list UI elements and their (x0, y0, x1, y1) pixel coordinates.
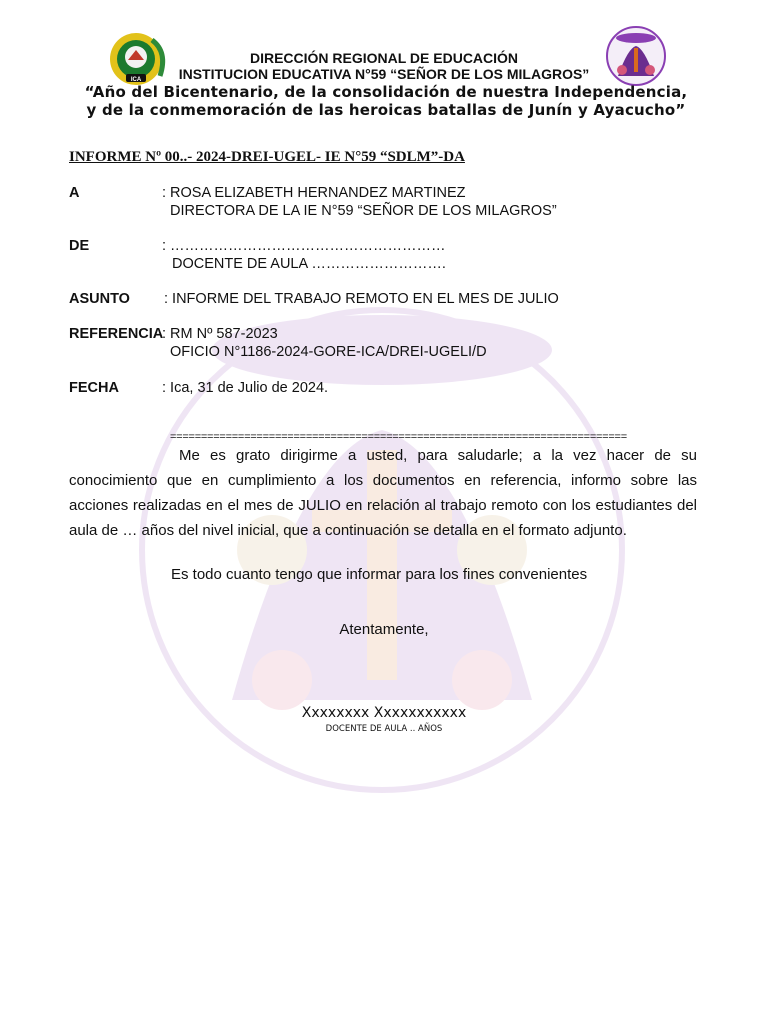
to-name: : ROSA ELIZABETH HERNANDEZ MARTINEZ (162, 185, 466, 201)
to-label: A (69, 185, 80, 201)
signature-name: Xxxxxxxx Xxxxxxxxxxx (301, 705, 467, 721)
subject-value: : INFORME DEL TRABAJO REMOTO EN EL MES DE JULIO (164, 291, 559, 307)
closing-sentence: Es todo cuanto tengo que informar para los fines convenientes (171, 566, 588, 583)
reference-label: REFERENCIA (69, 326, 164, 342)
motto-line-2: y de la conmemoración de las heroicas batallas de Junín y Ayacucho” (86, 101, 686, 119)
motto-line-1: “Año del Bicentenario, de la consolidación de nuestra Independencia, (84, 83, 688, 101)
subject-label: ASUNTO (69, 291, 130, 307)
report-title: INFORME Nº 00..- 2024-DREI-UGEL- IE N°59 “SDLM”-DA (69, 149, 465, 165)
signature-role: DOCENTE DE AULA .. AÑOS (325, 724, 443, 734)
body-paragraph: Me es grato dirigirme a usted, para saludarle; a la vez hacer de su conocimiento que en cumplimiento a los documentos en referencia, informo sobre las acciones realizadas en el mes de JULIO en relación al trabajo remoto con los estudiantes del aula de … años del nivel inicial, que a continuación se detalla en el formato adjunto. (69, 447, 697, 539)
from-label: DE (69, 238, 90, 254)
from-position: DOCENTE DE AULA ………………………. (172, 256, 446, 272)
date-label: FECHA (69, 380, 119, 396)
header-line-1: DIRECCIÓN REGIONAL DE EDUCACIÓN (249, 50, 519, 66)
regards: Atentamente, (339, 621, 429, 638)
svg-text:ICA: ICA (130, 77, 142, 83)
to-position: DIRECTORA DE LA IE N°59 “SEÑOR DE LOS MILAGROS” (170, 203, 557, 219)
date-value: : Ica, 31 de Julio de 2024. (162, 380, 329, 396)
reference-line-1: : RM Nº 587-2023 (162, 326, 278, 342)
header-line-2: INSTITUCION EDUCATIVA N°59 “SEÑOR DE LOS MILAGROS” (178, 66, 590, 82)
separator-line: ========================================================================== (170, 431, 627, 443)
reference-line-2: OFICIO N°1186-2024-GORE-ICA/DREI-UGELI/D (170, 344, 487, 360)
from-name: : ………………………………………………… (162, 238, 446, 254)
